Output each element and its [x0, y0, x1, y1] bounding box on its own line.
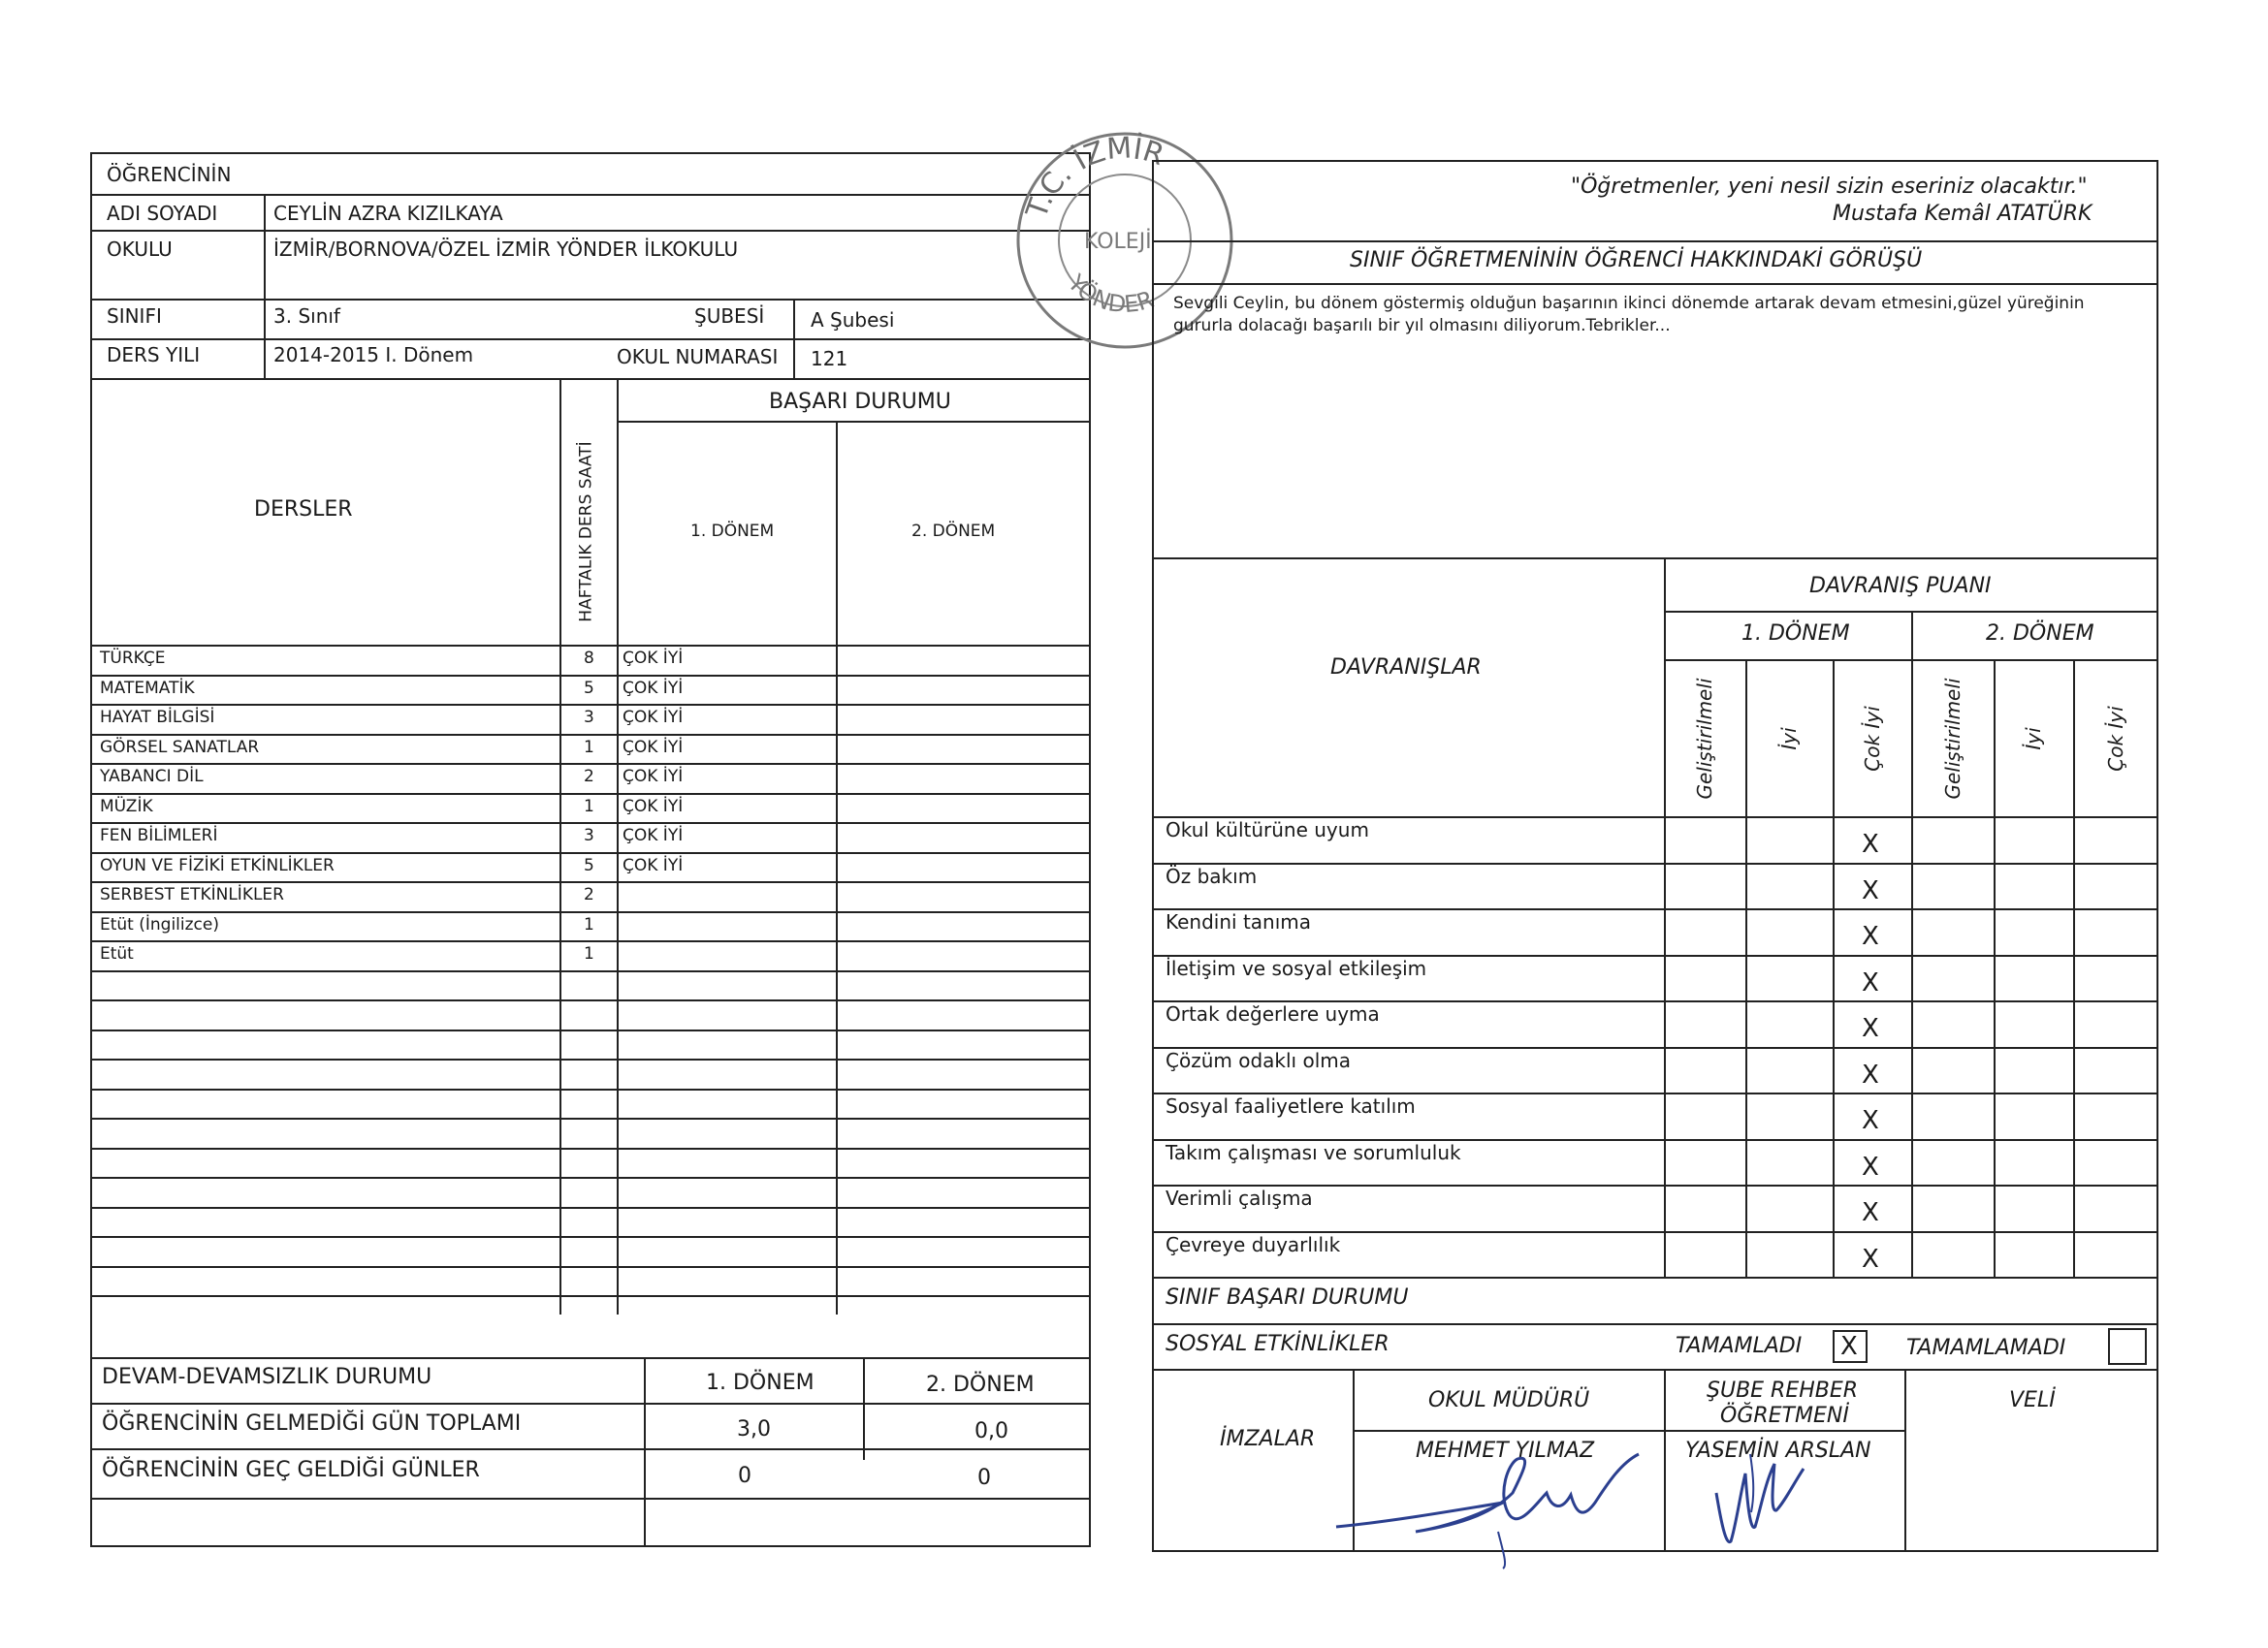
subject-grade-d1: ÇOK İYİ	[623, 649, 684, 668]
behavior-col-iyi: İyi	[1777, 727, 1801, 750]
absent-days-d2: 0,0	[974, 1419, 1008, 1443]
okul-muduru-label: OKUL MÜDÜRÜ	[1428, 1388, 1590, 1412]
behavior-name: İletişim ve sosyal etkileşim	[1166, 956, 1427, 980]
okulu-label: OKULU	[107, 238, 173, 261]
table-row-line	[90, 793, 1091, 795]
behavior-col-iyi: İyi	[2022, 727, 2045, 750]
behavior-mark-cok-iyi-d1: X	[1862, 830, 1879, 859]
subject-grade-d1: ÇOK İYİ	[623, 767, 684, 786]
table-row-line	[90, 675, 1091, 677]
attendance-donem1-header: 1. DÖNEM	[706, 1371, 815, 1395]
behavior-mark-cok-iyi-d1: X	[1862, 875, 1879, 905]
behavior-mark-cok-iyi-d1: X	[1862, 967, 1879, 998]
basari-durumu-header: BAŞARI DURUMU	[769, 390, 951, 414]
tamamladi-mark: X	[1840, 1332, 1858, 1361]
subject-name: Etüt (İngilizce)	[100, 914, 219, 935]
donem1-grade-header: 1. DÖNEM	[690, 522, 775, 541]
late-days-d1: 0	[738, 1464, 751, 1488]
opinion-title: SINIF ÖĞRETMENİNİN ÖĞRENCİ HAKKINDAKİ GÖRÜŞÜ	[1350, 248, 1923, 272]
behavior-mark-cok-iyi-d1: X	[1862, 1060, 1879, 1090]
absent-days-label: ÖĞRENCİNİN GELMEDİĞİ GÜN TOPLAMI	[102, 1411, 522, 1436]
table-row-line	[90, 1295, 1091, 1297]
veli-label: VELİ	[2009, 1388, 2056, 1412]
absent-days-d1: 3,0	[737, 1417, 771, 1442]
behavior-name: Çözüm odaklı olma	[1166, 1048, 1351, 1072]
attendance-header: DEVAM-DEVAMSIZLIK DURUMU	[102, 1365, 432, 1389]
subject-hours: 1	[584, 737, 594, 757]
subesi-label: ŞUBESİ	[694, 304, 765, 328]
behavior-name: Verimli çalışma	[1166, 1187, 1313, 1210]
table-row-line	[90, 734, 1091, 736]
behavior-mark-cok-iyi-d1: X	[1862, 1106, 1879, 1135]
late-days-d2: 0	[977, 1466, 991, 1490]
behavior-name: Okul kültürüne uyum	[1166, 818, 1369, 841]
principal-signature	[1328, 1435, 1658, 1570]
haftalik-ders-saati-header: HAFTALIK DERS SAATİ	[576, 441, 596, 622]
okul-numarasi-value: 121	[811, 347, 848, 370]
table-row-line	[90, 1089, 1091, 1091]
behavior-donem2-header: 2. DÖNEM	[1986, 621, 2094, 646]
tamamlamadi-checkbox	[2108, 1328, 2147, 1365]
subject-grade-d1: ÇOK İYİ	[623, 737, 684, 757]
table-row-line	[90, 999, 1091, 1001]
rehber-label-2: ÖĞRETMENİ	[1720, 1404, 1849, 1428]
opinion-line-2: gururla dolacağı başarılı bir yıl olmasını diliyorum.Tebrikler...	[1173, 316, 1671, 335]
table-row-line	[90, 763, 1091, 765]
table-row-line	[90, 1236, 1091, 1238]
okul-numarasi-label: OKUL NUMARASI	[617, 345, 779, 368]
rehber-name: YASEMİN ARSLAN	[1685, 1439, 1871, 1463]
table-row-line	[90, 1207, 1091, 1209]
subject-grade-d1: ÇOK İYİ	[623, 678, 684, 698]
behavior-mark-cok-iyi-d1: X	[1862, 1152, 1879, 1182]
subject-hours: 5	[584, 855, 594, 875]
subject-hours: 3	[584, 708, 594, 727]
subject-grade-d1: ÇOK İYİ	[623, 708, 684, 727]
subject-name: Etüt	[100, 944, 134, 964]
sinifi-label: SINIFI	[107, 304, 162, 328]
subject-hours: 2	[584, 885, 594, 904]
behavior-mark-cok-iyi-d1: X	[1862, 922, 1879, 951]
subject-name: OYUN VE FİZİKİ ETKİNLİKLER	[100, 855, 335, 875]
left-report-card	[90, 152, 1091, 1547]
table-row-line	[90, 970, 1091, 972]
ogrencinin-label: ÖĞRENCİNİN	[107, 163, 232, 186]
davranislar-header: DAVRANIŞLAR	[1330, 655, 1482, 680]
ders-yili-label: DERS YILI	[107, 343, 201, 366]
svg-text:YÖNDER	[1062, 269, 1157, 318]
adi-soyadi-value: CEYLİN AZRA KIZILKAYA	[273, 202, 503, 225]
davranis-puani-header: DAVRANIŞ PUANI	[1809, 574, 1992, 598]
donem2-grade-header: 2. DÖNEM	[911, 522, 996, 541]
sosyal-etkinlikler: SOSYAL ETKİNLİKLER	[1166, 1332, 1390, 1356]
table-row-line	[90, 1059, 1091, 1061]
subject-hours: 8	[584, 649, 594, 668]
table-row-line	[90, 1177, 1091, 1179]
imzalar-label: İMZALAR	[1220, 1427, 1316, 1451]
subject-name: TÜRKÇE	[100, 649, 166, 668]
behavior-name: Ortak değerlere uyma	[1166, 1002, 1380, 1026]
late-days-label: ÖĞRENCİNİN GEÇ GELDİĞİ GÜNLER	[102, 1458, 480, 1482]
table-row-line	[90, 1030, 1091, 1031]
table-row-line	[90, 822, 1091, 824]
behavior-donem1-header: 1. DÖNEM	[1741, 621, 1850, 646]
table-row-line	[90, 1148, 1091, 1150]
attendance-donem2-header: 2. DÖNEM	[926, 1373, 1035, 1397]
ders-yili-value: 2014-2015 I. Dönem	[273, 343, 474, 366]
subject-grade-d1: ÇOK İYİ	[623, 826, 684, 845]
sinif-basari-durumu: SINIF BAŞARI DURUMU	[1166, 1285, 1409, 1310]
subject-name: SERBEST ETKİNLİKLER	[100, 885, 284, 904]
subject-name: MÜZİK	[100, 796, 153, 816]
table-row-line	[90, 881, 1091, 883]
subject-grade-d1: ÇOK İYİ	[623, 855, 684, 875]
stamp-center-text: KOLEJİ	[1084, 230, 1152, 254]
behavior-col-cok-iyi: Çok İyi	[1860, 706, 1884, 772]
subject-name: MATEMATİK	[100, 678, 195, 698]
subject-hours: 5	[584, 678, 594, 698]
quote-author: Mustafa Kemâl ATATÜRK	[1833, 202, 2092, 226]
behavior-mark-cok-iyi-d1: X	[1862, 1198, 1879, 1227]
subject-hours: 3	[584, 826, 594, 845]
behavior-name: Sosyal faaliyetlere katılım	[1166, 1094, 1416, 1118]
subject-grade-d1: ÇOK İYİ	[623, 796, 684, 816]
tamamlamadi-label: TAMAMLAMADI	[1906, 1336, 2066, 1360]
behavior-name: Kendini tanıma	[1166, 910, 1312, 934]
opinion-line-1: Sevgili Ceylin, bu dönem göstermiş olduğun başarının ikinci dönemde artarak devam etmesini,güzel yüreğinin	[1173, 294, 2085, 313]
sinifi-value: 3. Sınıf	[273, 304, 340, 328]
table-row-line	[90, 704, 1091, 706]
dersler-header: DERSLER	[254, 497, 353, 522]
tamamladi-label: TAMAMLADI	[1676, 1334, 1803, 1358]
behavior-col-cok-iyi: Çok İyi	[2104, 706, 2127, 772]
table-row-line	[90, 911, 1091, 913]
quote-text: "Öğretmenler, yeni nesil sizin eseriniz olacaktır."	[1571, 174, 2088, 199]
table-row-line	[90, 1118, 1091, 1120]
stamp-top-text: T.C. İZMİR	[1019, 131, 1168, 223]
table-row-line	[90, 1266, 1091, 1268]
behavior-name: Takım çalışması ve sorumluluk	[1166, 1140, 1461, 1164]
rehber-label-1: ŞUBE REHBER	[1707, 1379, 1859, 1403]
adi-soyadi-label: ADI SOYADI	[107, 202, 218, 225]
behavior-row-line	[1152, 863, 2158, 865]
behavior-name: Öz bakım	[1166, 864, 1258, 888]
subject-hours: 1	[584, 944, 594, 964]
stamp-bottom-text: YÖNDER	[1062, 269, 1158, 319]
okul-muduru-name: MEHMET YILMAZ	[1416, 1439, 1595, 1463]
subject-name: GÖRSEL SANATLAR	[100, 737, 260, 757]
table-row-line	[90, 852, 1091, 854]
subject-name: HAYAT BİLGİSİ	[100, 708, 215, 727]
okulu-value: İZMİR/BORNOVA/ÖZEL İZMİR YÖNDER İLKOKULU	[273, 238, 739, 261]
behavior-col-gelistirilmeli: Geliştirilmeli	[1940, 678, 1965, 800]
behavior-name: Çevreye duyarlılık	[1166, 1232, 1341, 1256]
behavior-mark-cok-iyi-d1: X	[1862, 1244, 1879, 1274]
subject-hours: 2	[584, 767, 594, 786]
table-row-line	[90, 940, 1091, 942]
teacher-signature	[1707, 1435, 1813, 1561]
subject-name: FEN BİLİMLERİ	[100, 826, 218, 845]
subject-hours: 1	[584, 796, 594, 816]
behavior-mark-cok-iyi-d1: X	[1862, 1014, 1879, 1043]
subesi-value: A Şubesi	[811, 308, 895, 332]
subject-hours: 1	[584, 914, 594, 935]
subject-name: YABANCI DİL	[100, 767, 204, 786]
behavior-col-gelistirilmeli: Geliştirilmeli	[1693, 678, 1716, 800]
